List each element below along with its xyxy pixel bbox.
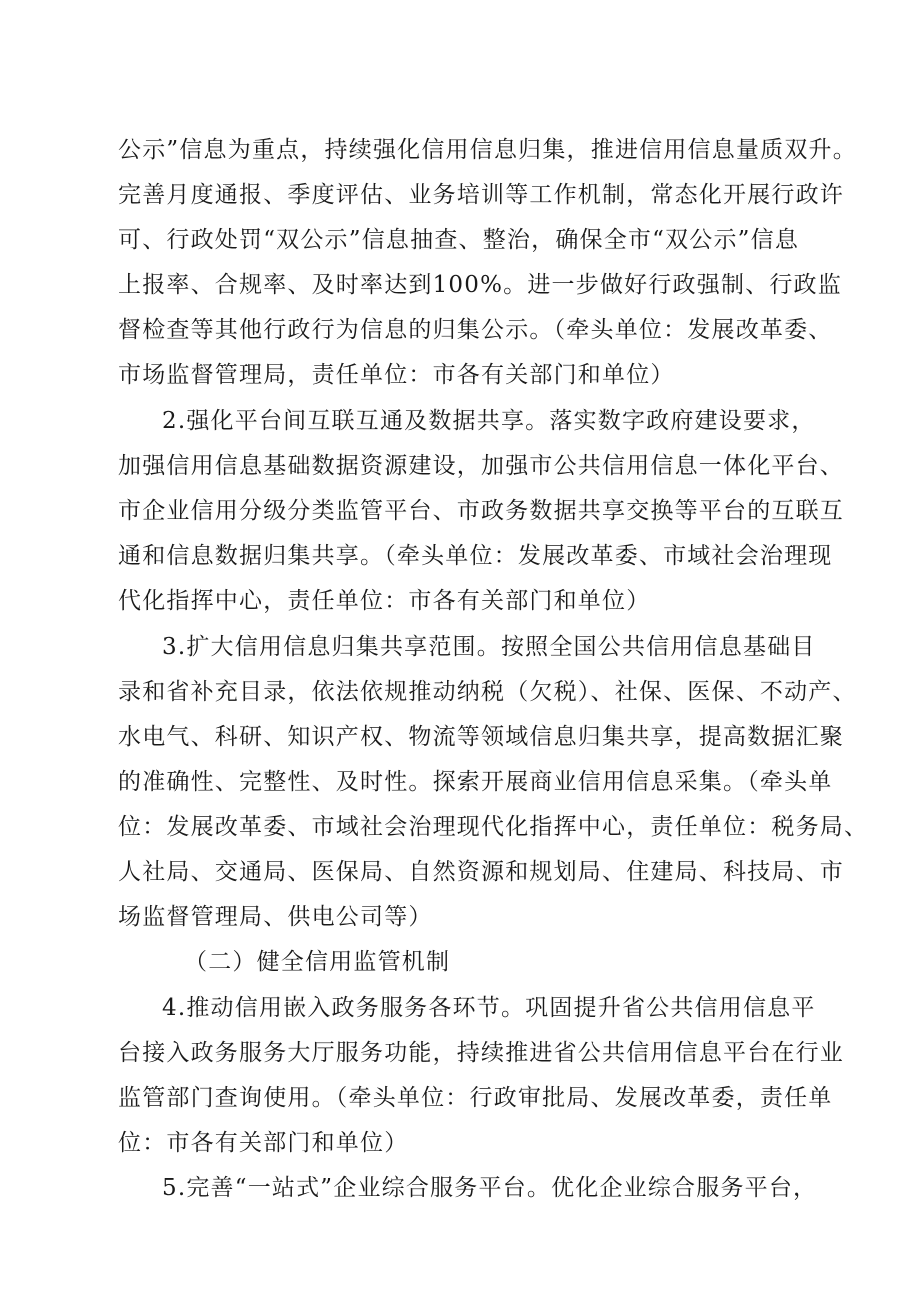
text-line: 完善月度通报、季度评估、业务培训等工作机制，常态化开展行政许 [118,182,844,208]
paragraph-2-first-line: 2.强化平台间互联互通及数据共享。落实数字政府建设要求， [162,408,816,434]
text-line: 可、行政处罚“双公示”信息抽查、整治，确保全市“双公示”信息 [118,227,800,253]
text-line: 人社局、交通局、医保局、自然资源和规划局、住建局、科技局、市 [118,859,844,885]
paragraph-3-first-line: 3.扩大信用信息归集共享范围。按照全国公共信用信息基础目 [162,634,816,660]
paragraph-5-first-line: 5.完善“一站式”企业综合服务平台。优化企业综合服务平台， [162,1175,818,1201]
text-line: 上报率、合规率、及时率达到100%。进一步做好行政强制、行政监 [118,272,842,298]
paragraph-4-first-line: 4.推动信用嵌入政务服务各环节。巩固提升省公共信用信息平 [162,995,816,1021]
section-heading: （二）健全信用监管机制 [184,949,451,975]
text-line: 的准确性、完整性、及时性。探索开展商业信用信息采集。（牵头单 [118,769,833,795]
text-line: 监管部门查询使用。（牵头单位：行政审批局、发展改革委，责任单 [118,1085,833,1111]
text-line: 通和信息数据归集共享。（牵头单位：发展改革委、市域社会治理现 [118,543,833,569]
text-line: 位：市各有关部门和单位） [118,1130,409,1156]
text-line: 督检查等其他行政行为信息的归集公示。（牵头单位：发展改革委、 [118,317,833,343]
text-line: 代化指挥中心，责任单位：市各有关部门和单位） [118,588,651,614]
text-line: 加强信用信息基础数据资源建设，加强市公共信用信息一体化平台、 [118,453,844,479]
text-line: 录和省补充目录，依法依规推动纳税（欠税）、社保、医保、不动产、 [118,679,857,705]
text-line: 台接入政务服务大厅服务功能，持续推进省公共信用信息平台在行业 [118,1040,844,1066]
text-line: 公示”信息为重点，持续强化信用信息归集，推进信用信息量质双升。 [118,137,857,163]
text-line: 位：发展改革委、市域社会治理现代化指挥中心，责任单位：税务局、 [118,814,869,840]
text-line: 场监督管理局、供电公司等） [118,904,433,930]
text-line: 市企业信用分级分类监管平台、市政务数据共享交换等平台的互联互 [118,498,844,524]
text-line: 水电气、科研、知识产权、物流等领域信息归集共享，提高数据汇聚 [118,724,844,750]
text-line: 市场监督管理局，责任单位：市各有关部门和单位） [118,362,675,388]
